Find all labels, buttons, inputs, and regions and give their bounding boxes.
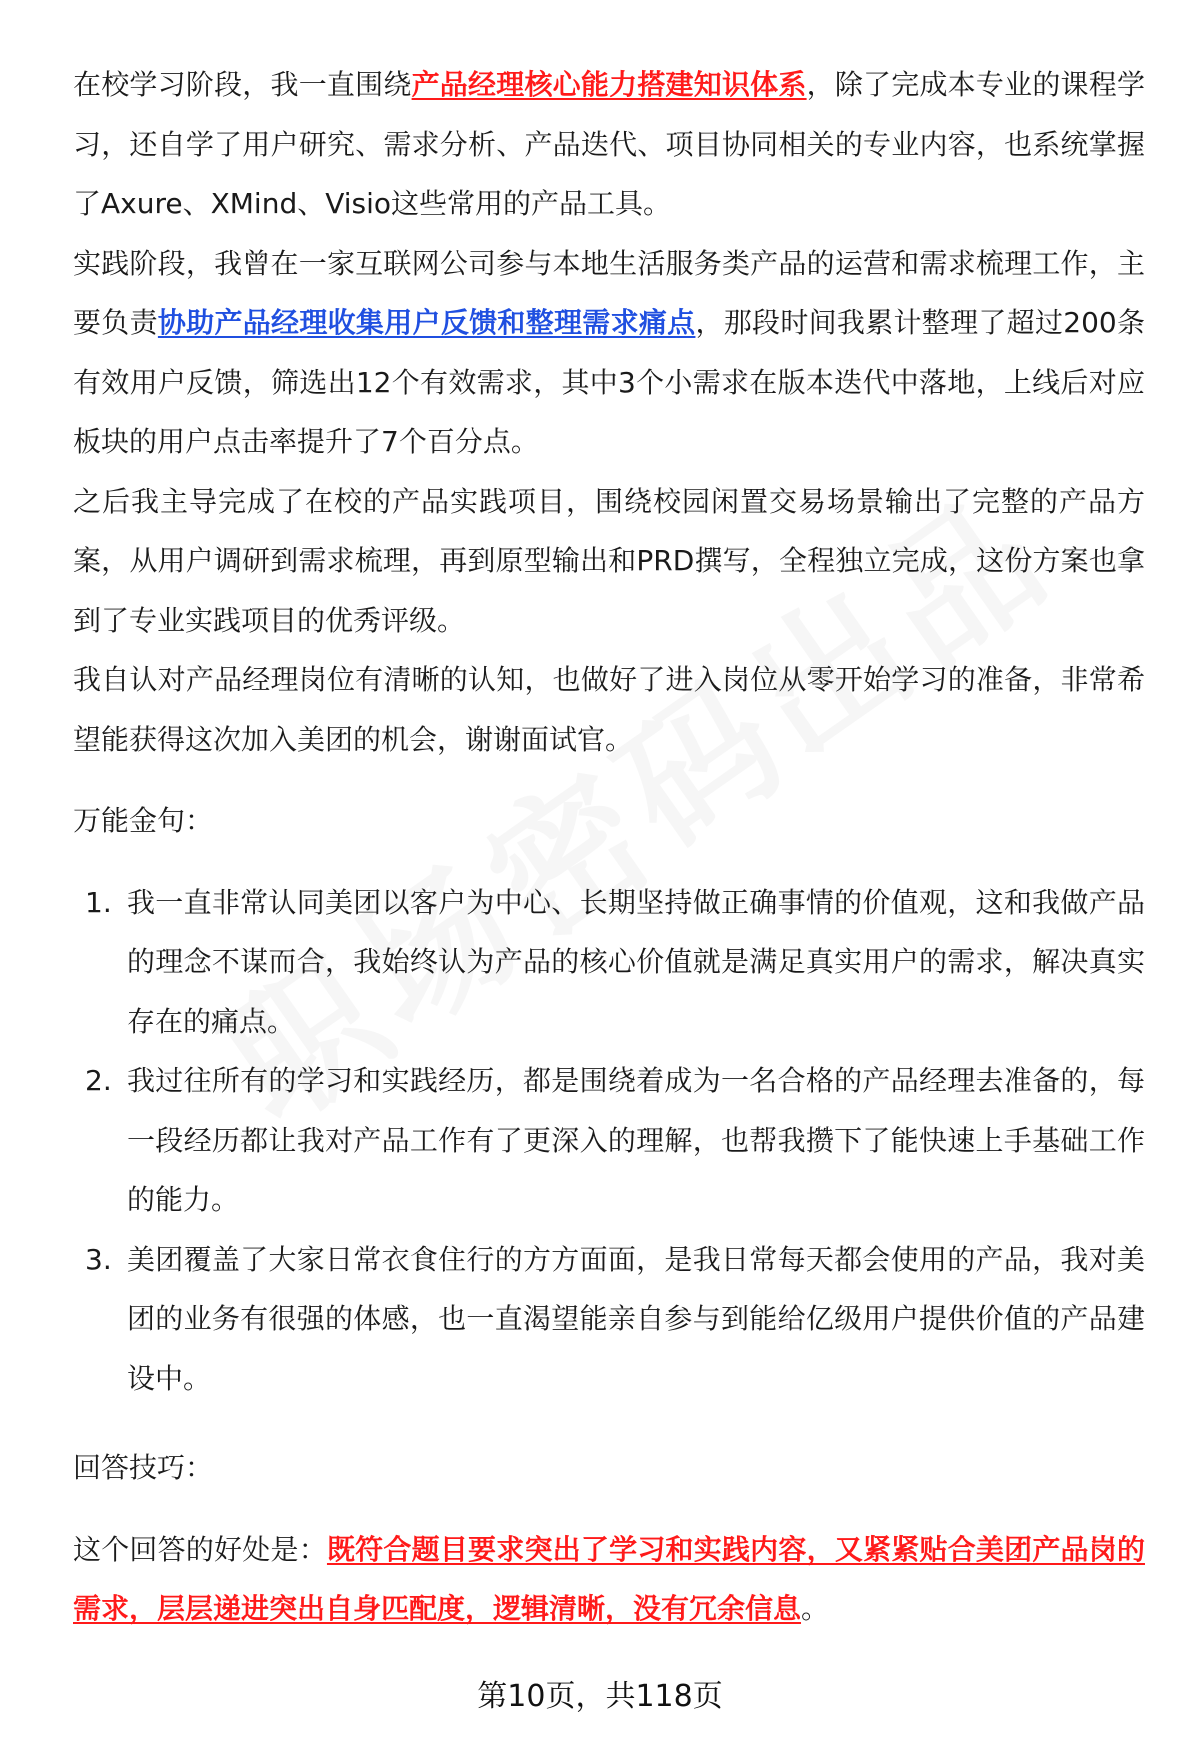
list-item [73, 1051, 1145, 1230]
page-number: 第10页，共118页 [477, 1679, 723, 1714]
paragraph-closing: 我自认对产品经理岗位有清晰的认知，也做好了进入岗位从零开始学习的准备，非常希望能获得这次加入美团的机会，谢谢面试官。 [73, 663, 1145, 756]
paragraph-study-text-after: ，除了完成本专业的课程学习，还自学了用户研究、需求分析、产品迭代、项目协同相关的专业内容，也系统掌握了Axure、XMind、Visio这些常用的产品工具。 [73, 68, 1145, 220]
list-item-text: 我一直非常认同美团以客户为中心、长期坚持做正确事情的价值观，这和我做产品的理念不谋而合，我始终认为产品的核心价值就是满足真实用户的需求，解决真实存在的痛点。 [127, 885, 1145, 1038]
golden-sentences-heading: 万能金句： [73, 804, 214, 837]
highlight-user-feedback: 协助产品经理收集用户反馈和整理需求痛点 [157, 306, 696, 339]
highlight-answer-benefit: 既符合题目要求突出了学习和实践内容，又紧紧贴合美团产品岗的需求，层层递进突出自身匹配度，逻辑清晰，没有冗余信息 [73, 1532, 1145, 1625]
list-item-number: 3. [85, 1242, 112, 1276]
tips-heading: 回答技巧： [73, 1451, 214, 1484]
list-item-number: 1. [85, 885, 112, 919]
paragraph-project: 之后我主导完成了在校的产品实践项目，围绕校园闲置交易场景输出了完整的产品方案，从用户调研到需求梳理，再到原型输出和PRD撰写，全程独立完成，这份方案也拿到了专业实践项目的优秀评级。 [73, 484, 1145, 637]
paragraph-practice-text-before: 实践阶段，我曾在一家互联网公司参与本地生活服务类产品的运营和需求梳理工作，主要负责 [73, 246, 1145, 339]
paragraph-practice [73, 234, 1145, 472]
golden-sentences-list [73, 873, 1145, 1409]
document-content [73, 55, 1145, 1639]
list-item [73, 1230, 1145, 1409]
paragraph-practice-text-after: ，那段时间我累计整理了超过200条有效用户反馈，筛选出12个有效需求，其中3个小需求在版本迭代中落地，上线后对应板块的用户点击率提升了7个百分点。 [73, 306, 1145, 458]
paragraph-study [73, 55, 1145, 234]
list-item-text: 我过往所有的学习和实践经历，都是围绕着成为一名合格的产品经理去准备的，每一段经历都让我对产品工作有了更深入的理解，也帮我攒下了能快速上手基础工作的能力。 [127, 1064, 1145, 1216]
highlight-knowledge-system: 产品经理核心能力搭建知识体系 [411, 68, 807, 101]
paragraph-tips-text-before: 这个回答的好处是： [73, 1532, 327, 1566]
paragraph-tips [73, 1520, 1145, 1639]
list-item-text: 美团覆盖了大家日常衣食住行的方方面面，是我日常每天都会使用的产品，我对美团的业务有很强的体感，也一直渴望能亲自参与到能给亿级用户提供价值的产品建设中。 [127, 1242, 1145, 1395]
list-item [73, 873, 1145, 1052]
paragraph-tips-text-after: 。 [801, 1592, 830, 1625]
list-item-number: 2. [85, 1064, 112, 1097]
paragraph-study-text-before: 在校学习阶段，我一直围绕 [73, 68, 412, 101]
